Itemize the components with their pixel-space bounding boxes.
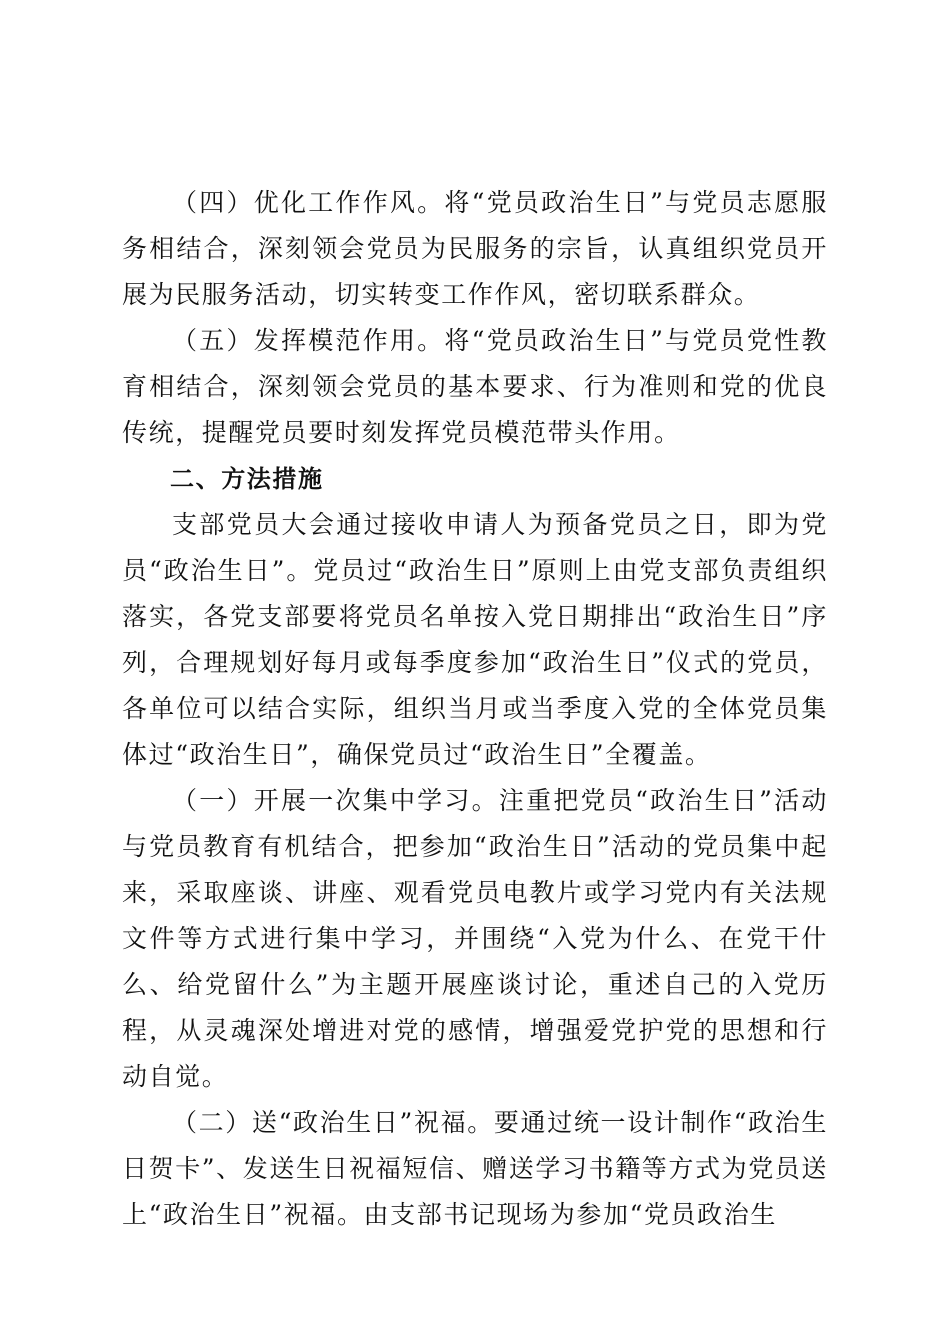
document-body [122, 180, 828, 1238]
paragraph-centralized-study: （一）开展一次集中学习。注重把党员“政治生日”活动与党员教育有机结合，把参加“政治生日”活动的党员集中起来，采取座谈、讲座、观看党员电教片或学习党内有关法规文件等方式进行集中学习，并围绕“入党为什么、在党干什么、给党留什么”为主题开展座谈讨论，重述自己的入党历程，从灵魂深处增进对党的感情，增强爱党护党的思想和行动自觉。 [122, 786, 828, 1091]
paragraph-optimize-work-style: （四）优化工作作风。将“党员政治生日”与党员志愿服务相结合，深刻领会党员为民服务的宗旨，认真组织党员开展为民服务活动，切实转变工作作风，密切联系群众。 [122, 188, 828, 309]
section-heading-methods: 二、方法措施 [170, 465, 324, 493]
paragraph-birthday-wishes: （二）送“政治生日”祝福。要通过统一设计制作“政治生日贺卡”、发送生日祝福短信、赠送学习书籍等方式为党员送上“政治生日”祝福。由支部书记现场为参加“党员政治生 [122, 1108, 828, 1229]
paragraph-methods-intro: 支部党员大会通过接收申请人为预备党员之日，即为党员“政治生日”。党员过“政治生日”原则上由党支部负责组织落实，各党支部要将党员名单按入党日期排出“政治生日”序列，合理规划好每月或每季度参加“政治生日”仪式的党员，各单位可以结合实际，组织当月或当季度入党的全体党员集体过“政治生日”，确保党员过“政治生日”全覆盖。 [122, 510, 828, 769]
paragraph-exemplary-role: （五）发挥模范作用。将“党员政治生日”与党员党性教育相结合，深刻领会党员的基本要求、行为准则和党的优良传统，提醒党员要时刻发挥党员模范带头作用。 [122, 326, 828, 447]
